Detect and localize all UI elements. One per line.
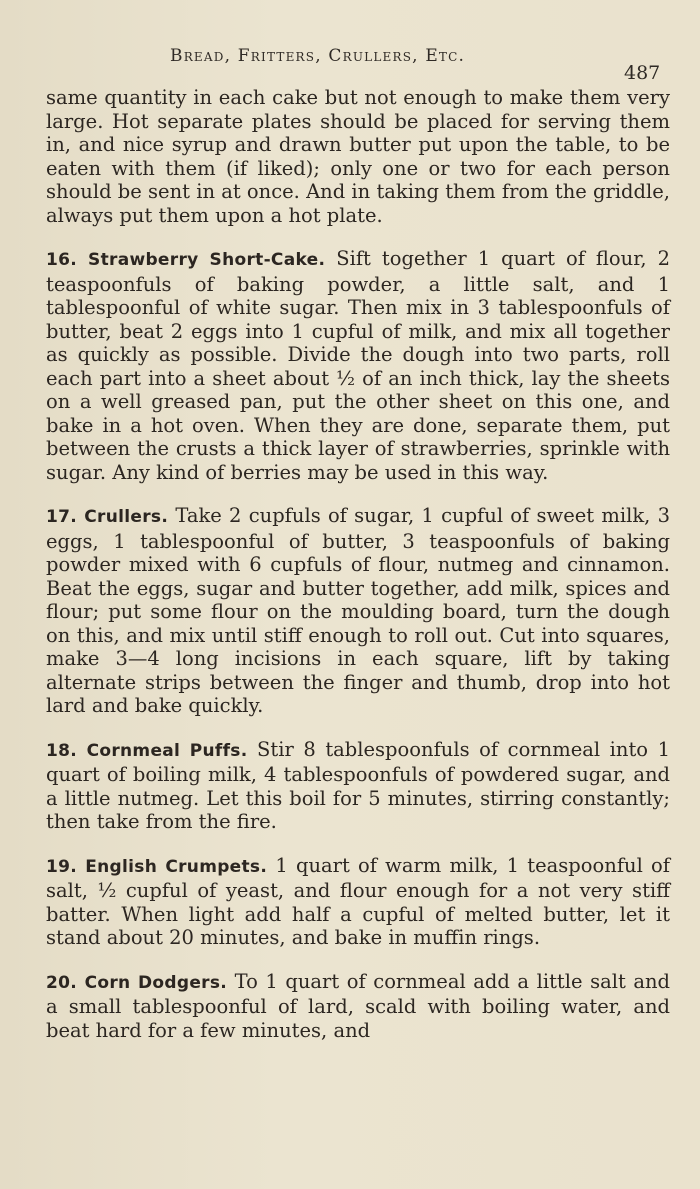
recipe-heading: 20. Corn Dodgers.	[46, 972, 228, 993]
recipe-crullers	[46, 504, 670, 718]
recipe-text: Stir 8 tablespoonfuls of cornmeal into 1 quart of boiling milk, 4 tablespoonfuls of powdered sugar, and a little nutmeg. Let this boil for 5 minutes, stirring constantly; then take from the fire.	[46, 737, 670, 833]
recipe-text: To 1 quart of cornmeal add a little salt and a small tablespoonful of lard, scald with boiling water, and beat hard for a few minutes, and	[46, 969, 671, 1042]
recipe-text: Take 2 cupfuls of sugar, 1 cupful of sweet milk, 3 eggs, 1 tablespoonful of butter, 3 teaspoonfuls of baking powder mixed with 6 cupfuls of flour, nutmeg and cinnamon. Beat the eggs, sugar and butter together, add milk, spices and flour; put some flour on the moulding board, turn the dough on this, and mix until stiff enough to roll out. Cut into squares, make 3—4 long incisions in each square, lift by taking alternate strips between the finger and thumb, drop into hot lard and bake quickly.	[46, 504, 670, 717]
recipe-heading: 19. English Crumpets.	[46, 856, 268, 877]
recipe-english-crumpets	[46, 854, 670, 950]
intro-paragraph: same quantity in each cake but not enough to make them very large. Hot separate plates should be placed for serving them in, and nice syrup and drawn butter put upon the table, to be eaten with them (if liked); only one or two for each person should be sent in at once. And in taking them from the griddle, always put them upon a hot plate.	[46, 86, 670, 227]
recipe-corn-dodgers	[46, 970, 670, 1043]
recipe-strawberry-short-cake	[46, 247, 670, 484]
recipe-heading: 16. Strawberry Short-Cake.	[46, 250, 326, 270]
recipe-heading: 18. Cornmeal Puffs.	[46, 740, 248, 761]
page-body	[46, 86, 670, 1042]
recipe-cornmeal-puffs	[46, 738, 670, 834]
recipe-text: 1 quart of warm milk, 1 teaspoonful of salt, ½ cupful of yeast, and flour enough for a not very stiff batter. When light add half a cupful of melted butter, let it stand about 20 minutes, and bake in muffin rings.	[46, 853, 671, 949]
page-number: 487	[624, 62, 661, 84]
running-title: Bread, Fritters, Crullers, Etc.	[170, 46, 466, 66]
recipe-text: Sift together 1 quart of flour, 2 teaspoonfuls of baking powder, a little salt, and 1 tablespoonful of white sugar. Then mix in 3 tablespoonfuls of butter, beat 2 eggs into 1 cupful of milk, and mix all together as quickly as possible. Divide the dough into two parts, roll each part into a sheet about ½ of an inch thick, lay the sheets on a well greased pan, put the other sheet on this one, and bake in a hot oven. When they are done, separate them, put between the crusts a thick layer of strawberries, sprinkle with sugar. Any kind of berries may be used in this way.	[46, 247, 670, 484]
recipe-heading: 17. Crullers.	[46, 507, 169, 527]
